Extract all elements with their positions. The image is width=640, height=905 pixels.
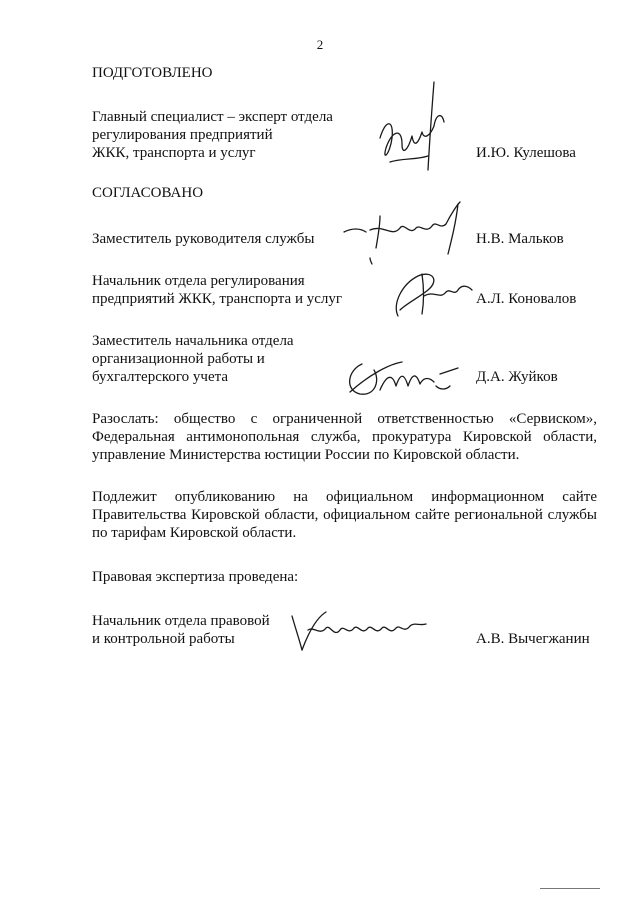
signature-konovalov — [388, 266, 478, 322]
signer-position-line: бухгалтерского учета — [92, 369, 229, 385]
publication-paragraph: Подлежит опубликованию на официальном информационном сайте Правительства Кировской области, официальном сайте региональной службы по тарифам Кировской области. — [92, 489, 597, 541]
legal-review-position-line: и контрольной работы — [92, 631, 235, 647]
signer-position — [92, 332, 352, 386]
prepared-heading: ПОДГОТОВЛЕНО — [92, 65, 213, 81]
agreed-heading: СОГЛАСОВАНО — [92, 185, 204, 201]
signer-name: А.Л. Коновалов — [476, 291, 577, 307]
prepared-position — [92, 108, 352, 162]
prepared-position-line: регулирования предприятий — [92, 127, 273, 143]
signer-position-line: Заместитель руководителя службы — [92, 231, 315, 247]
signer-name: Н.В. Мальков — [476, 231, 564, 247]
signer-position — [92, 272, 372, 308]
page-number: 2 — [316, 37, 324, 52]
signer-position-line: Заместитель начальника отдела — [92, 333, 294, 349]
legal-review-name: А.В. Вычегжанин — [476, 631, 590, 647]
distribution-paragraph: Разослать: общество с ограниченной ответственностью «Сервиском», Федеральная антимонопольная служба, прокуратура Кировской области, управление Министерства юстиции России по Кировской области. — [92, 411, 597, 463]
signer-name: Д.А. Жуйков — [476, 369, 558, 385]
signature-malkov — [340, 198, 470, 268]
signature-vychegzhanin — [286, 606, 436, 656]
legal-review-statement: Правовая экспертиза проведена: — [92, 569, 299, 585]
signer-position-line: предприятий ЖКК, транспорта и услуг — [92, 291, 343, 307]
signature-zhuikov — [340, 356, 465, 400]
signer-position-line: организационной работы и — [92, 351, 265, 367]
signature-kuleshova — [372, 78, 462, 178]
signer-position-line: Начальник отдела регулирования — [92, 273, 305, 289]
prepared-name: И.Ю. Кулешова — [476, 145, 576, 161]
prepared-position-line: Главный специалист – эксперт отдела — [92, 109, 333, 125]
prepared-position-line: ЖКК, транспорта и услуг — [92, 145, 256, 161]
legal-review-position-line: Начальник отдела правовой — [92, 613, 270, 629]
footer-divider — [540, 888, 600, 889]
signer-position — [92, 230, 352, 248]
